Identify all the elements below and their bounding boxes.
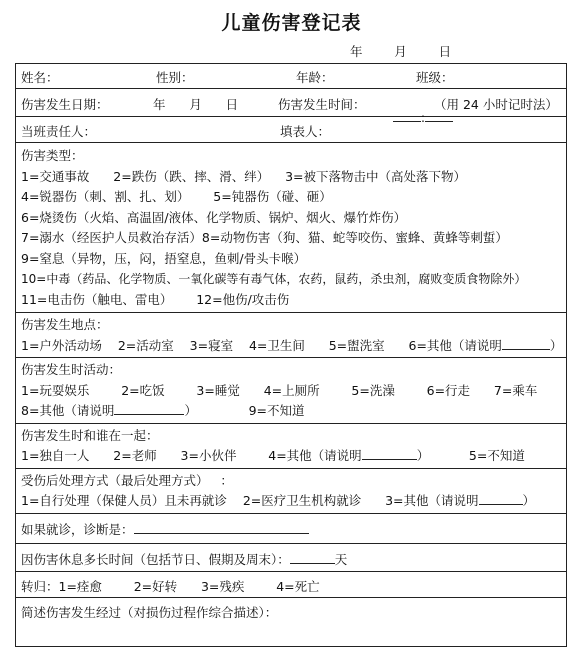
location-close-paren: ） [549, 337, 563, 353]
injury-type-option-line[interactable]: 1=交通事故 2=跌伤（跌、摔、滑、绊） 3=被下落物击中（高处落下物） [21, 168, 467, 184]
treatment-options[interactable] [16, 491, 566, 512]
basic-info-row [16, 64, 566, 89]
fill-date: 年 月 日 [350, 44, 452, 59]
rest-days-field[interactable] [21, 550, 347, 568]
injury-type-option-line[interactable]: 11=电击伤（触电、雷电） 12=他伤/攻击伤 [21, 291, 290, 307]
location-options[interactable] [16, 336, 566, 357]
injury-time-label: 伤害发生时间： [278, 97, 366, 112]
outcome-options[interactable]: 转归：1=痊愈 2=好转 3=残疾 4=死亡 [21, 578, 320, 594]
injury-type-heading: 伤害类型： [21, 148, 84, 163]
form-filler-field[interactable]: 填表人： [280, 124, 331, 139]
diagnosis-row [16, 514, 566, 544]
injury-type-option-line[interactable]: 9=窒息（异物，压，闷，捂窒息，鱼刺/骨头卡喉） [21, 250, 307, 266]
companion-heading: 伤害发生时和谁在一起： [21, 427, 159, 443]
activity-heading: 伤害发生时活动： [21, 362, 122, 377]
name-field[interactable]: 姓名： [21, 70, 59, 85]
treatment-heading: 受伤后处理方式（最后处理方式） ： [21, 472, 233, 488]
injury-datetime-row [16, 89, 566, 125]
teacher-on-duty-field[interactable]: 当班责任人： [21, 124, 97, 139]
companion-option-text: 1=独自一人 2=老师 3=小伙伴 4=其他（请说明 [21, 448, 362, 463]
description-row [16, 598, 566, 646]
injury-type-option-line[interactable]: 10=中毒（药品、化学物质、一氧化碳等有毒气体，农药，鼠药，杀虫剂，腐败变质食物除外） [21, 272, 527, 286]
injury-date-label: 伤害发生日期： [21, 97, 109, 112]
activity-other-label: 8=其他（请说明 [21, 403, 115, 418]
treatment-close-paren: ） [522, 493, 536, 508]
injury-type-option-line[interactable]: 6=烧烫伤（火焰、高温固/液体、化学物质、锅炉、烟火、爆竹炸伤） [21, 209, 407, 225]
injury-type-section [16, 143, 566, 313]
companion-section [16, 424, 566, 469]
diagnosis-label: 如果就诊，诊断是： [21, 521, 134, 537]
injury-type-option-line[interactable]: 4=锐器伤（刺、割、扎、划） 5=钝器伤（碰、砸） [21, 189, 332, 204]
injury-register-form [15, 63, 567, 647]
age-field[interactable]: 年龄： [296, 70, 334, 85]
location-heading: 伤害发生地点： [21, 317, 109, 332]
outcome-row [16, 572, 566, 598]
time-format-note: （用 24 小时记时法） [434, 97, 558, 112]
rest-days-unit: 天 [334, 551, 348, 567]
responsible-row [16, 117, 566, 143]
activity-options-2[interactable] [16, 401, 566, 422]
activity-unknown-option: ） 9=不知道 [184, 403, 305, 418]
rest-days-row [16, 544, 566, 572]
injury-type-option-line[interactable]: 7=溺水（经医护人员救治存活）8=动物伤害（狗、猫、蛇等咬伤、蜜蜂、黄蜂等刺蜇） [21, 230, 508, 245]
time-separator: : [420, 110, 426, 125]
sex-field[interactable]: 性别： [156, 70, 194, 85]
companion-options[interactable] [16, 446, 566, 467]
description-field[interactable]: 简述伤害发生经过（对损伤过程作综合描述）： [21, 604, 278, 620]
activity-section [16, 358, 566, 424]
form-title: 儿童伤害登记表 [221, 12, 362, 34]
location-section [16, 313, 566, 358]
class-field[interactable]: 班级： [416, 70, 454, 85]
rest-days-label: 因伤害休息多长时间（包括节日、假期及周末）： [21, 551, 290, 567]
companion-unknown-option: ） 5=不知道 [416, 448, 525, 463]
injury-date-field[interactable]: 年 月 日 [153, 97, 239, 112]
treatment-section [16, 469, 566, 514]
location-option-text: 1=户外活动场 2=活动室 3=寝室 4=卫生间 5=盥洗室 6=其他（请说明 [21, 337, 502, 353]
treatment-option-text: 1=自行处理（保健人员）且未再就诊 2=医疗卫生机构就诊 3=其他（请说明 [21, 493, 479, 508]
diagnosis-field[interactable] [21, 520, 309, 538]
activity-options[interactable]: 1=玩耍娱乐 2=吃饭 3=睡觉 4=上厕所 5=洗澡 6=行走 7=乘车 [21, 382, 538, 398]
